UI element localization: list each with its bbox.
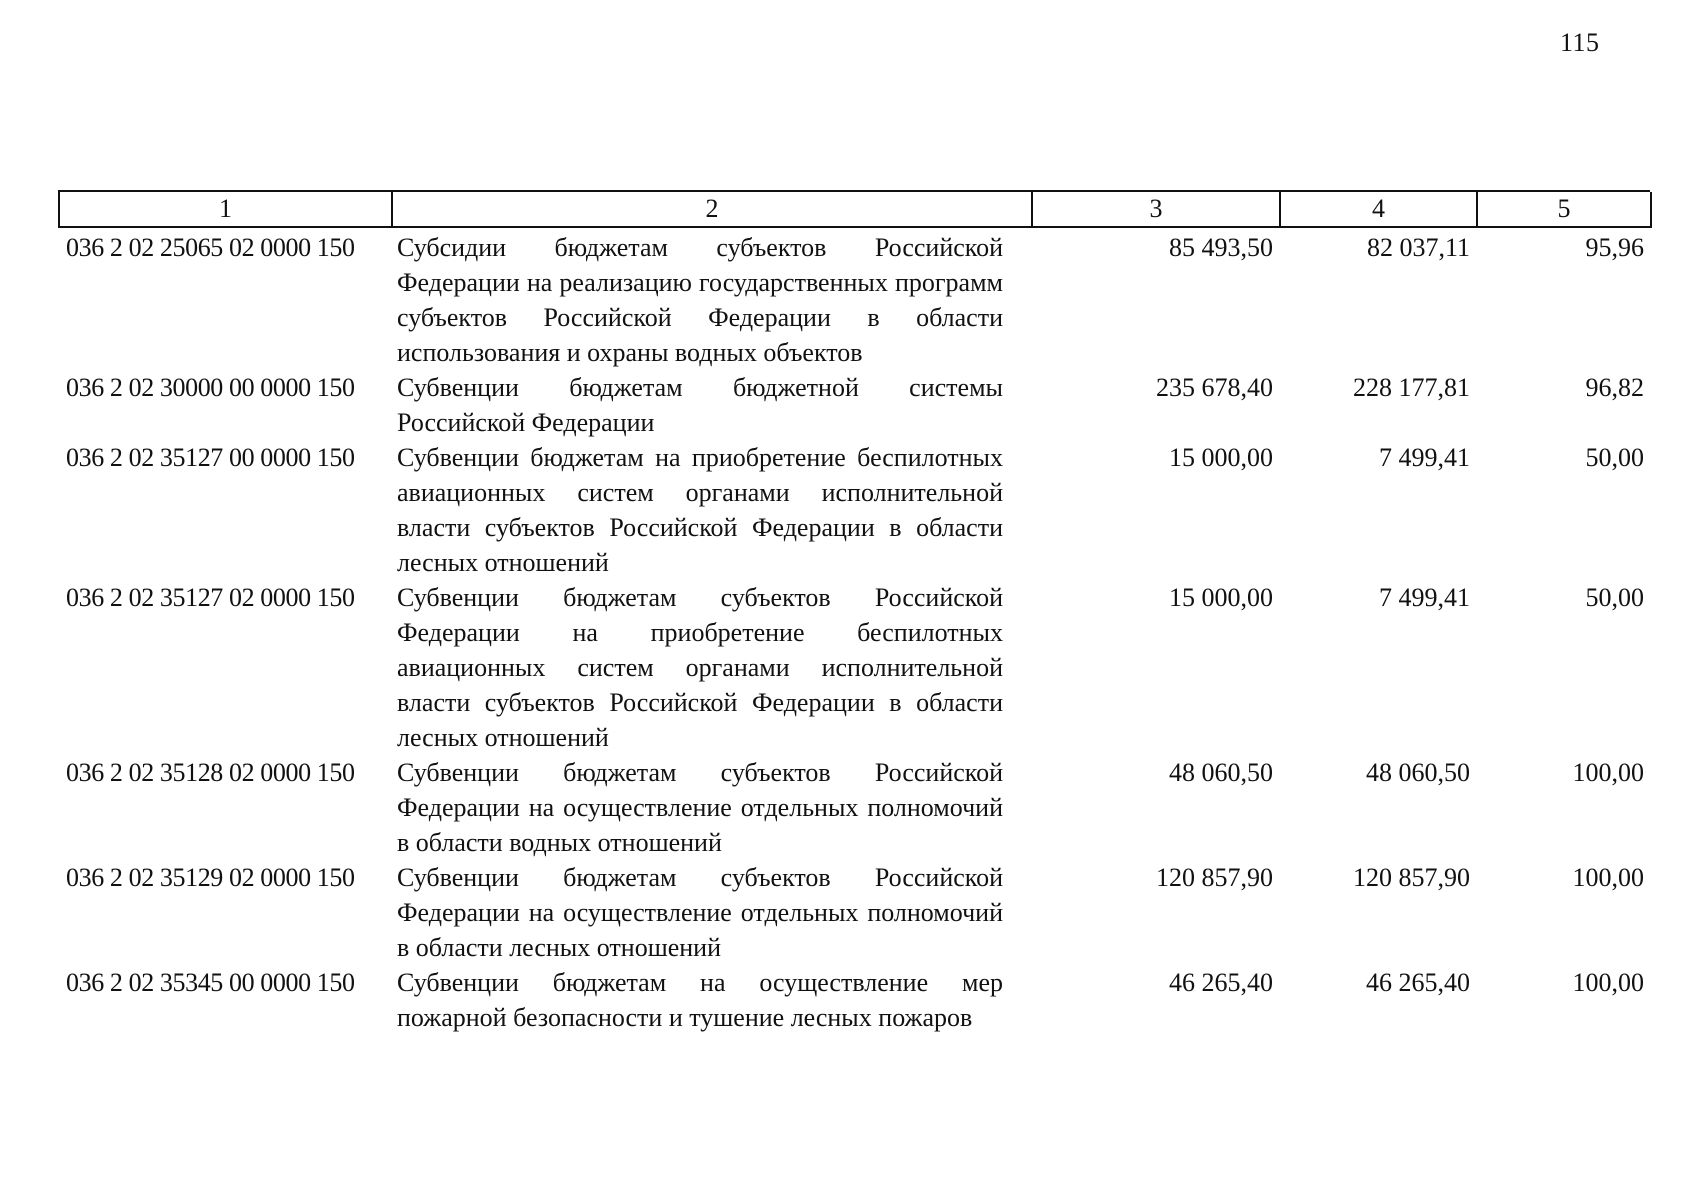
page-number: 115 xyxy=(1560,28,1600,57)
income-description: Субвенции бюджетам бюджетной системы Российской Федерации xyxy=(397,373,1003,437)
planned-amount: 48 060,50 xyxy=(1169,758,1273,787)
table-header-row xyxy=(58,190,1650,228)
income-description: Субсидии бюджетам субъектов Российской Федерации на реализацию государственных программ субъектов Российской Федерации в области использования и охраны водных объектов xyxy=(397,233,1003,367)
planned-amount: 46 265,40 xyxy=(1169,968,1273,997)
income-description: Субвенции бюджетам субъектов Российской Федерации на осуществление отдельных полномочий в области лесных отношений xyxy=(397,863,1003,962)
income-description: Субвенции бюджетам на приобретение беспилотных авиационных систем органами исполнительной власти субъектов Российской Федерации в области лесных отношений xyxy=(397,443,1003,577)
income-description: Субвенции бюджетам субъектов Российской Федерации на приобретение беспилотных авиационных систем органами исполнительной власти субъектов Российской Федерации в области лесных отношений xyxy=(397,583,1003,752)
table-row xyxy=(58,755,1650,860)
budget-code: 036 2 02 30000 00 0000 150 xyxy=(66,373,355,402)
budget-table xyxy=(58,190,1650,1035)
table-row xyxy=(58,440,1650,580)
table-row xyxy=(58,580,1650,755)
income-description: Субвенции бюджетам субъектов Российской Федерации на осуществление отдельных полномочий в области водных отношений xyxy=(397,758,1003,857)
execution-percent: 50,00 xyxy=(1585,443,1644,472)
execution-percent: 100,00 xyxy=(1572,968,1644,997)
execution-percent: 96,82 xyxy=(1585,373,1644,402)
table-body xyxy=(58,230,1650,1035)
actual-amount: 228 177,81 xyxy=(1353,373,1470,402)
column-header-1: 1 xyxy=(60,192,393,228)
actual-amount: 7 499,41 xyxy=(1379,583,1470,612)
column-header-2: 2 xyxy=(393,192,1033,228)
planned-amount: 85 493,50 xyxy=(1169,233,1273,262)
execution-percent: 50,00 xyxy=(1585,583,1644,612)
actual-amount: 46 265,40 xyxy=(1366,968,1470,997)
execution-percent: 100,00 xyxy=(1572,863,1644,892)
actual-amount: 7 499,41 xyxy=(1379,443,1470,472)
column-header-4: 4 xyxy=(1281,192,1478,228)
income-description: Субвенции бюджетам на осуществление мер пожарной безопасности и тушение лесных пожаров xyxy=(397,968,1003,1032)
budget-code: 036 2 02 35127 00 0000 150 xyxy=(66,443,355,472)
table-row xyxy=(58,965,1650,1035)
actual-amount: 82 037,11 xyxy=(1366,233,1470,262)
budget-code: 036 2 02 35127 02 0000 150 xyxy=(66,583,355,612)
actual-amount: 48 060,50 xyxy=(1366,758,1470,787)
actual-amount: 120 857,90 xyxy=(1353,863,1470,892)
planned-amount: 15 000,00 xyxy=(1169,583,1273,612)
table-row xyxy=(58,860,1650,965)
execution-percent: 95,96 xyxy=(1585,233,1644,262)
planned-amount: 235 678,40 xyxy=(1156,373,1273,402)
budget-code: 036 2 02 35345 00 0000 150 xyxy=(66,968,355,997)
column-header-5: 5 xyxy=(1478,192,1652,228)
budget-code: 036 2 02 35129 02 0000 150 xyxy=(66,863,355,892)
budget-code: 036 2 02 25065 02 0000 150 xyxy=(66,233,355,262)
execution-percent: 100,00 xyxy=(1572,758,1644,787)
column-header-3: 3 xyxy=(1033,192,1281,228)
table-row xyxy=(58,370,1650,440)
planned-amount: 15 000,00 xyxy=(1169,443,1273,472)
planned-amount: 120 857,90 xyxy=(1156,863,1273,892)
table-row xyxy=(58,230,1650,370)
budget-code: 036 2 02 35128 02 0000 150 xyxy=(66,758,355,787)
